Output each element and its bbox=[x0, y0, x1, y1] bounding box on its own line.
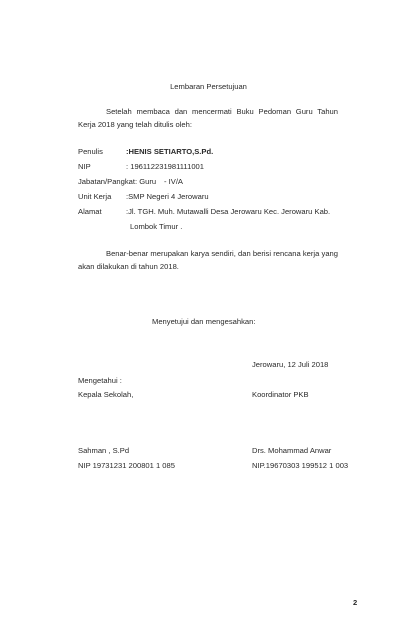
penulis-value: :HENIS SETIARTO,S.Pd. bbox=[126, 147, 214, 156]
alamat-value-line2: Lombok Timur . bbox=[130, 222, 183, 231]
right-signer-name: Drs. Mohammad Anwar bbox=[252, 446, 332, 455]
penulis-label: Penulis bbox=[78, 147, 103, 156]
jabatan-label: Jabatan/Pangkat: Guru bbox=[78, 177, 157, 186]
left-signer-name: Sahman , S.Pd bbox=[78, 446, 130, 455]
left-signer-heading: Mengetahui : bbox=[78, 376, 122, 385]
statement-text: Benar-benar merupakan karya sendiri, dan berisi rencana kerja yang akan dilakukan di tahun 2018. bbox=[78, 249, 338, 271]
right-signer-nip: NIP.19670303 199512 1 003 bbox=[252, 461, 349, 470]
approval-text: Menyetujui dan mengesahkan: bbox=[152, 317, 256, 326]
left-signer-nip: NIP 19731231 200801 1 085 bbox=[78, 461, 175, 470]
statement-paragraph bbox=[78, 247, 338, 273]
nip-value: : 196112231981111001 bbox=[126, 162, 204, 171]
page-title: Lembaran Persetujuan bbox=[170, 82, 247, 91]
intro-paragraph bbox=[78, 105, 338, 131]
right-signer-role: Koordinator PKB bbox=[252, 390, 309, 399]
jabatan-value: - IV/A bbox=[164, 177, 183, 186]
nip-label: NIP bbox=[78, 162, 91, 171]
page-number: 2 bbox=[353, 598, 358, 607]
alamat-label: Alamat bbox=[78, 207, 102, 216]
unit-kerja-label: Unit Kerja bbox=[78, 192, 112, 201]
intro-text: Setelah membaca dan mencermati Buku Pedoman Guru Tahun Kerja 2018 yang telah ditulis oleh: bbox=[78, 107, 338, 129]
alamat-value-line1: :Jl. TGH. Muh. Mutawalli Desa Jerowaru Kec. Jerowaru Kab. bbox=[126, 207, 331, 216]
place-date: Jerowaru, 12 Juli 2018 bbox=[252, 360, 329, 369]
left-signer-role: Kepala Sekolah, bbox=[78, 390, 134, 399]
unit-kerja-value: :SMP Negeri 4 Jerowaru bbox=[126, 192, 209, 201]
